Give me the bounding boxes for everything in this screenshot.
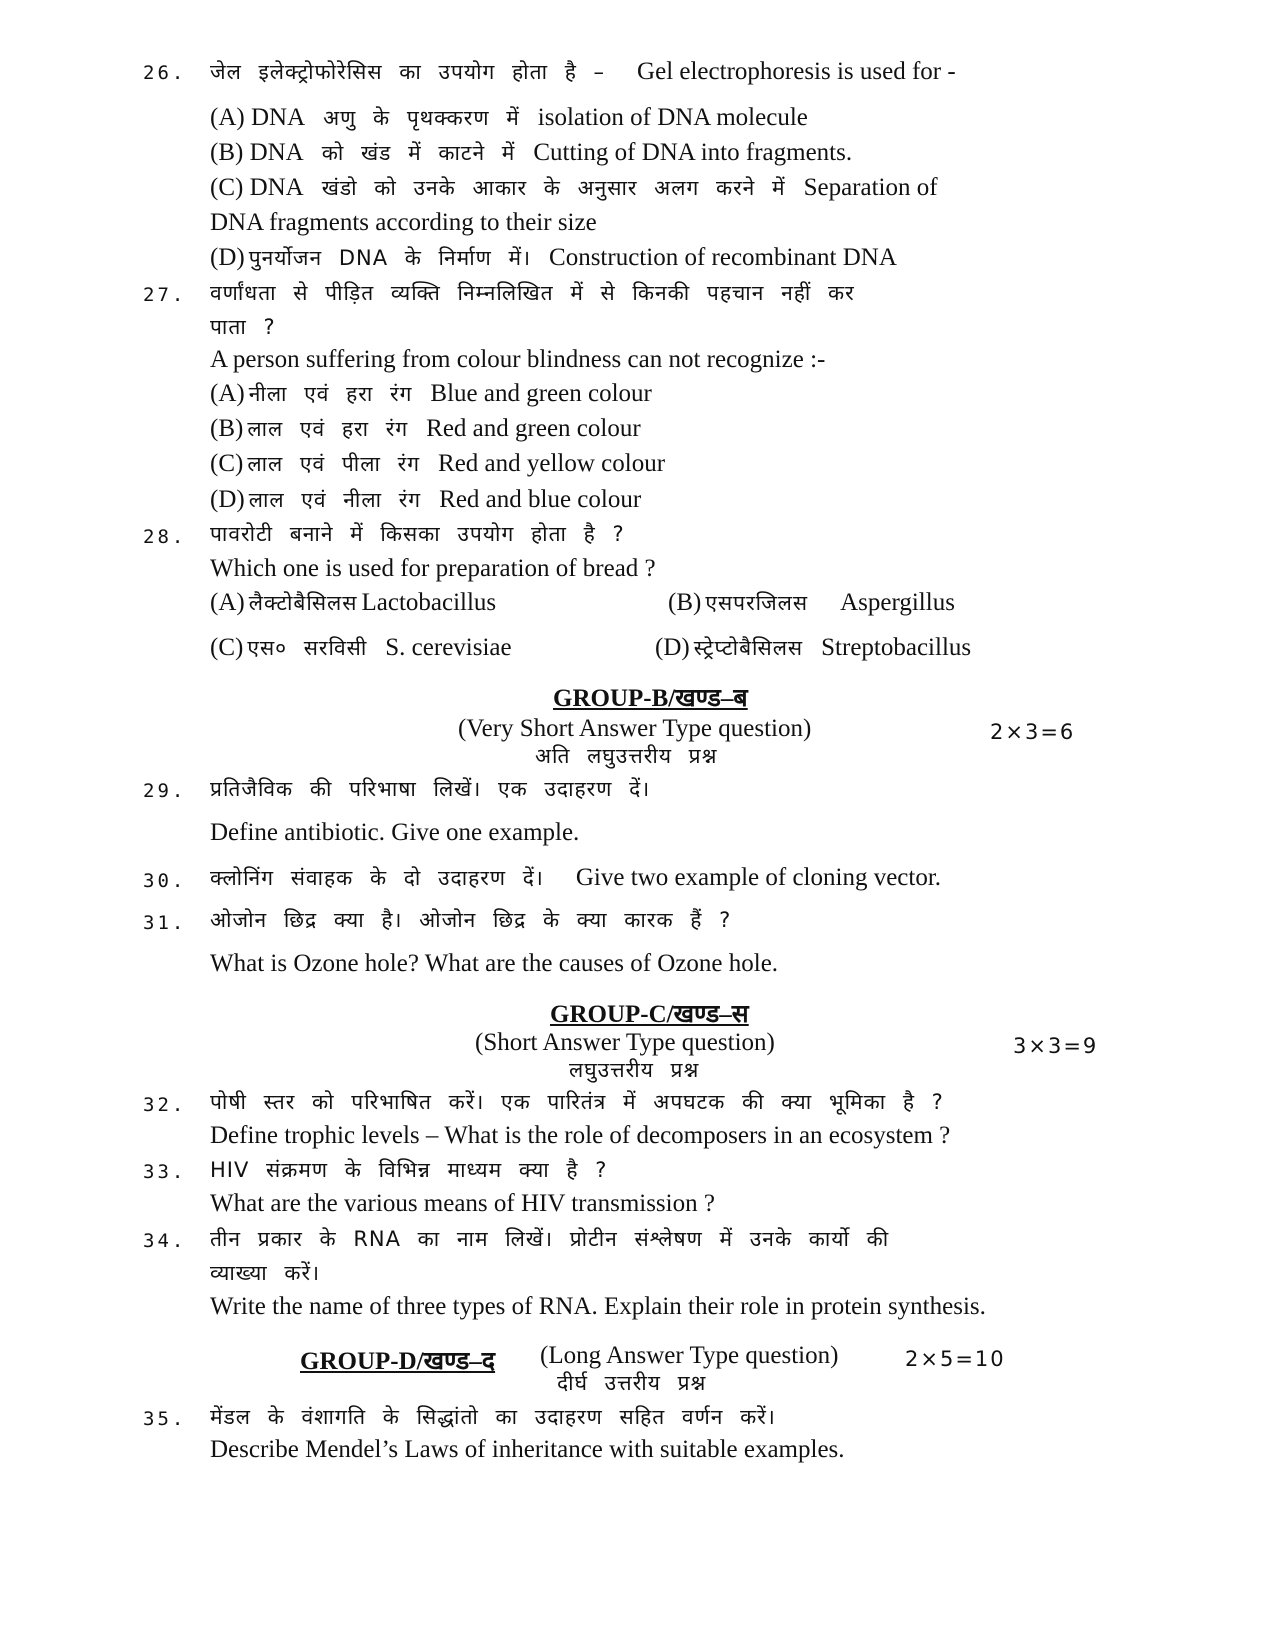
group-title: GROUP-B/खण्ड–ब: [553, 685, 748, 712]
question-number: 30.: [143, 870, 187, 892]
question-text-hindi: पावरोटी बनाने में किसका उपयोग होता है ?: [210, 522, 625, 546]
question-text-hindi: तीन प्रकार के RNA का नाम लिखें। प्रोटीन संश्लेषण में उनके कार्यो की: [210, 1227, 890, 1251]
group-title: GROUP-C/खण्ड–स: [550, 1001, 749, 1028]
option-b: (B) एसपरजिलस Aspergillus: [668, 589, 955, 616]
group-marks: 2×3=6: [990, 720, 1076, 744]
question-number: 35.: [143, 1408, 187, 1430]
question-text: क्लोनिंग संवाहक के दो उदाहरण दें। Give two example of cloning vector.: [210, 864, 942, 891]
question-number: 27.: [143, 284, 187, 306]
question-text-hindi-continued: व्याख्या करें।: [210, 1261, 321, 1285]
option-c: (C) लाल एवं पीला रंग Red and yellow colour: [210, 450, 666, 477]
group-type-hindi: अति लघुउत्तरीय प्रश्न: [535, 744, 718, 768]
option-d: (D) पुनर्योजन DNA के निर्माण में। Construction of recombinant DNA: [210, 244, 897, 271]
question-number: 34.: [143, 1230, 187, 1252]
group-marks: 3×3=9: [1013, 1034, 1099, 1058]
question-text-english: A person suffering from colour blindness can not recognize :-: [210, 346, 826, 373]
question-text-hindi: HIV संक्रमण के विभिन्न माध्यम क्या है ?: [210, 1158, 608, 1182]
group-type-hindi: लघुउत्तरीय प्रश्न: [569, 1058, 700, 1082]
question-number: 28.: [143, 526, 187, 548]
group-marks: 2×5=10: [905, 1347, 1006, 1371]
question-text-english: Write the name of three types of RNA. Explain their role in protein synthesis.: [210, 1293, 986, 1320]
question-text-english: Define trophic levels – What is the role of decomposers in an ecosystem ?: [210, 1122, 951, 1149]
question-text-hindi-continued: पाता ?: [210, 315, 276, 339]
option-c: (C) DNA खंडो को उनके आकार के अनुसार अलग करने में Separation of: [210, 174, 938, 201]
question-number: 26.: [143, 62, 187, 84]
option-d: (D) स्ट्रेप्टोबैसिलस Streptobacillus: [655, 634, 972, 661]
option-a: (A) नीला एवं हरा रंग Blue and green colour: [210, 380, 652, 407]
question-text-english: Which one is used for preparation of bread ?: [210, 555, 656, 582]
question-text-hindi: ओजोन छिद्र क्या है। ओजोन छिद्र के क्या कारक हैं ?: [210, 908, 732, 932]
option-a: (A) लैक्टोबैसिलस Lactobacillus: [210, 589, 497, 616]
question-text: जेल इलेक्ट्रोफोरेसिस का उपयोग होता है – Gel electrophoresis is used for -: [210, 58, 956, 85]
question-text-english: What are the various means of HIV transmission ?: [210, 1190, 715, 1217]
question-text-hindi: पोषी स्तर को परिभाषित करें। एक पारितंत्र में अपघटक की क्या भूमिका है ?: [210, 1090, 944, 1114]
option-c: (C) एस० सरविसी S. cerevisiae: [210, 634, 512, 661]
option-a: (A) DNA अणु के पृथक्करण में isolation of DNA molecule: [210, 104, 808, 131]
question-number: 29.: [143, 780, 187, 802]
question-text-hindi: मेंडल के वंशागति के सिद्धांतो का उदाहरण सहित वर्णन करें।: [210, 1405, 776, 1429]
group-title: GROUP-D/खण्ड–द: [300, 1348, 496, 1375]
question-number: 33.: [143, 1161, 187, 1183]
group-type-english: (Short Answer Type question): [475, 1029, 775, 1056]
question-text-hindi: प्रतिजैविक की परिभाषा लिखें। एक उदाहरण दें।: [210, 777, 651, 801]
question-text-english: Define antibiotic. Give one example.: [210, 819, 580, 846]
question-number: 32.: [143, 1094, 187, 1116]
option-b: (B) DNA को खंड में काटने में Cutting of DNA into fragments.: [210, 139, 853, 166]
question-text-english: What is Ozone hole? What are the causes of Ozone hole.: [210, 950, 779, 977]
group-type-english: (Very Short Answer Type question): [458, 715, 812, 742]
question-number: 31.: [143, 912, 187, 934]
group-type-english: (Long Answer Type question): [540, 1342, 839, 1369]
question-text-hindi: वर्णांधता से पीड़ित व्यक्ति निम्नलिखित में से किनकी पहचान नहीं कर: [210, 281, 855, 305]
group-type-hindi: दीर्घ उत्तरीय प्रश्न: [557, 1371, 707, 1395]
option-c-continued: DNA fragments according to their size: [210, 209, 597, 236]
option-d: (D) लाल एवं नीला रंग Red and blue colour: [210, 486, 642, 513]
option-b: (B) लाल एवं हरा रंग Red and green colour: [210, 415, 641, 442]
question-text-english: Describe Mendel’s Laws of inheritance with suitable examples.: [210, 1436, 845, 1463]
